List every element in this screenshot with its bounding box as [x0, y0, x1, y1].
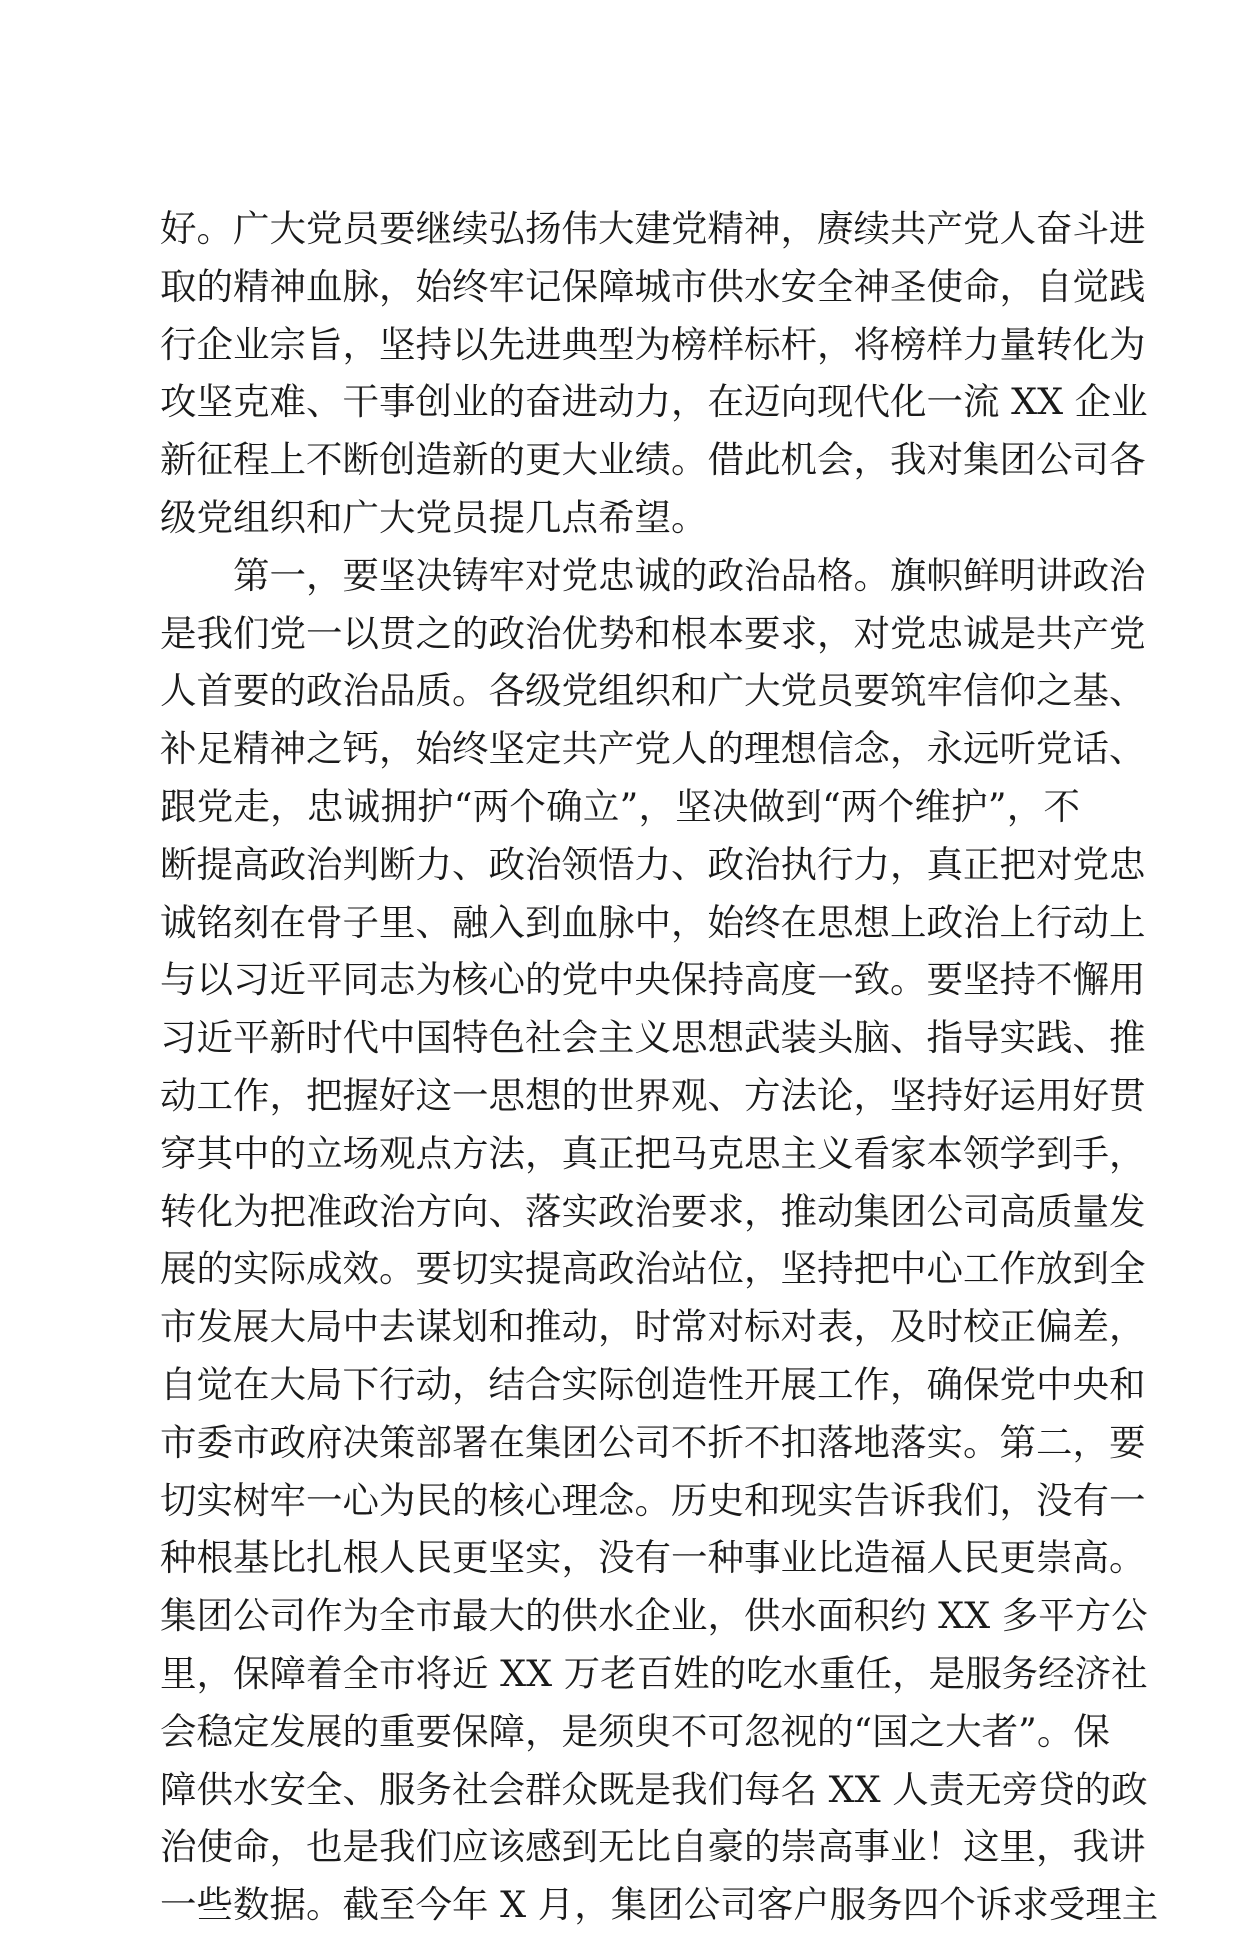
text-line: 转化为把准政治方向、落实政治要求，推动集团公司高质量发	[160, 1189, 1146, 1233]
text-line: 好。广大党员要继续弘扬伟大建党精神，赓续共产党人奋斗进	[160, 207, 1146, 250]
text-line: 诚铭刻在骨子里、融入到血脉中，始终在思想上政治上行动上	[160, 900, 1146, 944]
paragraph-2	[160, 547, 1159, 1934]
text-line: 一些数据。截至今年 X 月，集团公司客户服务四个诉求受理主	[160, 1883, 1159, 1927]
text-line: 障供水安全、服务社会群众既是我们每名 XX 人责无旁贷的政	[160, 1767, 1148, 1811]
text-line: 市委市政府决策部署在集团公司不折不扣落地落实。第二，要	[160, 1420, 1146, 1464]
text-line: 会稳定发展的重要保障，是须臾不可忽视的“国之大者”。保	[160, 1709, 1110, 1753]
text-line: 人首要的政治品质。各级党组织和广大党员要筑牢信仰之基、	[160, 669, 1146, 713]
text-line: 里，保障着全市将近 XX 万老百姓的吃水重任，是服务经济社	[160, 1651, 1148, 1695]
text-line: 市发展大局中去谋划和推动，时常对标对表，及时校正偏差，	[160, 1305, 1146, 1349]
text-line: 穿其中的立场观点方法，真正把马克思主义看家本领学到手，	[160, 1131, 1146, 1175]
text-line: 展的实际成效。要切实提高政治站位，坚持把中心工作放到全	[160, 1247, 1146, 1291]
text-line: 取的精神血脉，始终牢记保障城市供水安全神圣使命，自觉践	[160, 264, 1146, 308]
text-line: 是我们党一以贯之的政治优势和根本要求，对党忠诚是共产党	[160, 611, 1146, 655]
text-line: 行企业宗旨，坚持以先进典型为榜样标杆，将榜样力量转化为	[160, 322, 1146, 366]
text-line: 级党组织和广大党员提几点希望。	[160, 495, 708, 539]
text-line: 新征程上不断创造新的更大业绩。借此机会，我对集团公司各	[160, 438, 1146, 482]
text-line: 补足精神之钙，始终坚定共产党人的理想信念，永远听党话、	[160, 727, 1146, 771]
text-line: 切实树牢一心为民的核心理念。历史和现实告诉我们，没有一	[160, 1478, 1146, 1522]
text-line: 断提高政治判断力、政治领悟力、政治执行力，真正把对党忠	[160, 842, 1146, 886]
text-line: 自觉在大局下行动，结合实际创造性开展工作，确保党中央和	[160, 1362, 1146, 1406]
text-line: 治使命，也是我们应该感到无比自豪的崇高事业！这里，我讲	[160, 1825, 1146, 1869]
text-line: 集团公司作为全市最大的供水企业，供水面积约 XX 多平方公	[160, 1594, 1148, 1638]
text-line: 第一，要坚决铸牢对党忠诚的政治品格。旗帜鲜明讲政治	[233, 553, 1146, 597]
document-page	[160, 200, 1159, 1934]
text-line: 跟党走，忠诚拥护“两个确立”，坚决做到“两个维护”，不	[160, 784, 1080, 828]
text-line: 习近平新时代中国特色社会主义思想武装头脑、指导实践、推	[160, 1016, 1146, 1060]
text-line: 攻坚克难、干事创业的奋进动力，在迈向现代化一流 XX 企业	[160, 380, 1148, 424]
text-line: 动工作，把握好这一思想的世界观、方法论，坚持好运用好贯	[160, 1073, 1146, 1117]
text-line: 种根基比扎根人民更坚实，没有一种事业比造福人民更崇高。	[160, 1536, 1146, 1580]
paragraph-1	[160, 200, 1148, 547]
text-line: 与以习近平同志为核心的党中央保持高度一致。要坚持不懈用	[160, 958, 1146, 1002]
